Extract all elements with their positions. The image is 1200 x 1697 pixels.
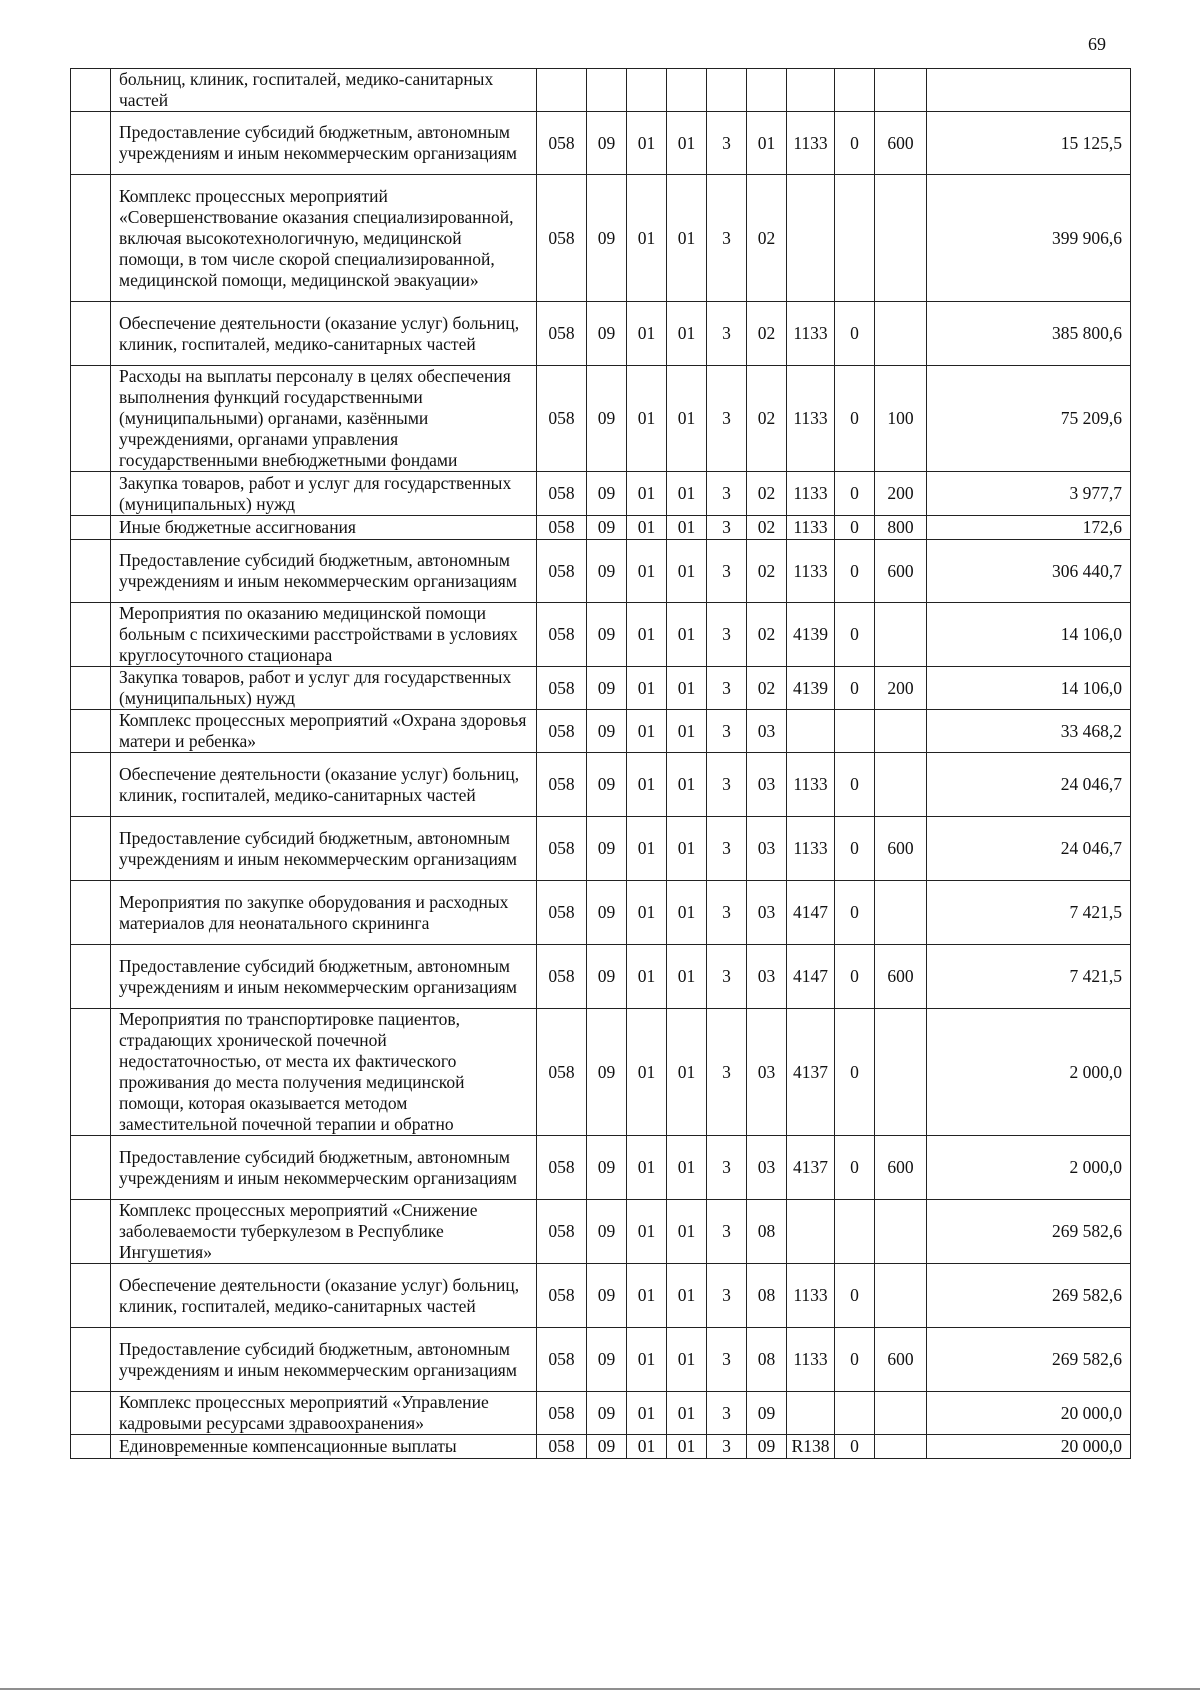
amount-cell: 172,6 [927,516,1131,540]
code-cell-rz: 09 [587,472,627,516]
amount-cell: 7 421,5 [927,945,1131,1009]
code-cell-om: 03 [747,817,787,881]
amount-cell: 269 582,6 [927,1328,1131,1392]
amount-cell: 15 125,5 [927,112,1131,175]
code-cell-om [747,69,787,112]
code-cell-nr: 4137 [787,1009,835,1136]
item-name-cell: Комплекс процессных мероприятий «Снижение заболеваемости туберкулезом в Республике Ингушетия» [111,1200,537,1264]
code-cell-ved: 058 [537,1200,587,1264]
code-cell-pgp: 3 [707,881,747,945]
amount-cell: 24 046,7 [927,817,1131,881]
code-cell-nr: 4137 [787,1136,835,1200]
page-number: 69 [1088,34,1106,54]
table-row [71,302,1131,366]
code-cell-pgp: 3 [707,1392,747,1435]
code-cell-ved: 058 [537,1435,587,1459]
code-cell-pgp: 3 [707,710,747,753]
code-cell-nr: 1133 [787,112,835,175]
code-cell-pgp: 3 [707,112,747,175]
code-cell-nr2: 0 [835,1435,875,1459]
code-cell-rz: 09 [587,112,627,175]
code-cell-gp: 01 [667,175,707,302]
item-name-cell: Обеспечение деятельности (оказание услуг) больниц, клиник, госпиталей, медико-санитарных частей [111,1264,537,1328]
code-cell-ved: 058 [537,1009,587,1136]
code-cell-gp: 01 [667,667,707,710]
code-cell-nr: 4147 [787,945,835,1009]
amount-cell: 20 000,0 [927,1435,1131,1459]
item-name-cell: Иные бюджетные ассигнования [111,516,537,540]
code-cell-nr: 1133 [787,817,835,881]
code-cell-om: 03 [747,881,787,945]
row-number-cell [71,1392,111,1435]
code-cell-rz: 09 [587,1009,627,1136]
code-cell-nr2: 0 [835,302,875,366]
amount-cell: 399 906,6 [927,175,1131,302]
code-cell-pgp: 3 [707,817,747,881]
code-cell-om: 03 [747,1136,787,1200]
amount-cell: 269 582,6 [927,1264,1131,1328]
code-cell-vr [875,1200,927,1264]
row-number-cell [71,112,111,175]
code-cell-ved: 058 [537,817,587,881]
amount-cell: 14 106,0 [927,667,1131,710]
code-cell-nr [787,1392,835,1435]
code-cell-nr [787,175,835,302]
code-cell-gp: 01 [667,472,707,516]
code-cell-nr2: 0 [835,540,875,603]
code-cell-nr2 [835,175,875,302]
code-cell-rz: 09 [587,516,627,540]
code-cell-nr2: 0 [835,472,875,516]
code-cell-gp: 01 [667,302,707,366]
item-name-cell: Расходы на выплаты персоналу в целях обеспечения выполнения функций государственными (муниципальными) органами, казёнными учреждениями, органами управления государственными внебюджетными фондами [111,366,537,472]
item-name-cell: Комплекс процессных мероприятий «Совершенствование оказания специализированной, включая высокотехнологичную, медицинской помощи, в том числе скорой специализированной, медицинской помощи, медицинской эвакуации» [111,175,537,302]
code-cell-rz: 09 [587,881,627,945]
code-cell-gp [667,69,707,112]
code-cell-vr [875,175,927,302]
table-row [71,472,1131,516]
amount-cell [927,69,1131,112]
code-cell-vr [875,881,927,945]
table-row [71,710,1131,753]
code-cell-om: 09 [747,1392,787,1435]
code-cell-ved: 058 [537,1136,587,1200]
table-row [71,881,1131,945]
code-cell-nr [787,69,835,112]
code-cell-pr: 01 [627,1328,667,1392]
code-cell-ved: 058 [537,175,587,302]
row-number-cell [71,1328,111,1392]
code-cell-pgp: 3 [707,1264,747,1328]
code-cell-nr: 1133 [787,1328,835,1392]
code-cell-om: 02 [747,302,787,366]
amount-cell: 269 582,6 [927,1200,1131,1264]
code-cell-pr [627,69,667,112]
code-cell-vr [875,1264,927,1328]
code-cell-pr: 01 [627,603,667,667]
code-cell-rz: 09 [587,1136,627,1200]
code-cell-nr2: 0 [835,366,875,472]
code-cell-om: 01 [747,112,787,175]
code-cell-vr: 600 [875,540,927,603]
code-cell-om: 03 [747,1009,787,1136]
code-cell-vr: 100 [875,366,927,472]
row-number-cell [71,302,111,366]
code-cell-ved: 058 [537,302,587,366]
code-cell-nr: 1133 [787,516,835,540]
table-row [71,69,1131,112]
item-name-cell: Закупка товаров, работ и услуг для государственных (муниципальных) нужд [111,667,537,710]
row-number-cell [71,366,111,472]
code-cell-pr: 01 [627,1200,667,1264]
code-cell-ved: 058 [537,945,587,1009]
item-name-cell: Мероприятия по оказанию медицинской помощи больным с психическими расстройствами в условиях круглосуточного стационара [111,603,537,667]
code-cell-nr2: 0 [835,753,875,817]
code-cell-om: 03 [747,710,787,753]
code-cell-rz: 09 [587,753,627,817]
code-cell-pr: 01 [627,1435,667,1459]
code-cell-pr: 01 [627,945,667,1009]
code-cell-vr [875,302,927,366]
code-cell-rz: 09 [587,667,627,710]
code-cell-vr: 200 [875,667,927,710]
code-cell-pr: 01 [627,710,667,753]
row-number-cell [71,603,111,667]
code-cell-ved: 058 [537,603,587,667]
item-name-cell: Мероприятия по закупке оборудования и расходных материалов для неонатального скрининга [111,881,537,945]
code-cell-rz: 09 [587,603,627,667]
code-cell-om: 02 [747,603,787,667]
table-row [71,603,1131,667]
row-number-cell [71,472,111,516]
row-number-cell [71,817,111,881]
code-cell-nr2: 0 [835,112,875,175]
row-number-cell [71,945,111,1009]
amount-cell: 7 421,5 [927,881,1131,945]
row-number-cell [71,516,111,540]
code-cell-vr: 600 [875,112,927,175]
item-name-cell: Предоставление субсидий бюджетным, автономным учреждениям и иным некоммерческим организациям [111,945,537,1009]
code-cell-nr2: 0 [835,1264,875,1328]
code-cell-pr: 01 [627,175,667,302]
code-cell-rz: 09 [587,1200,627,1264]
table-row [71,516,1131,540]
table-row [71,1009,1131,1136]
code-cell-gp: 01 [667,1009,707,1136]
code-cell-ved: 058 [537,472,587,516]
code-cell-rz: 09 [587,1264,627,1328]
code-cell-rz [587,69,627,112]
code-cell-vr: 200 [875,472,927,516]
item-name-cell: Обеспечение деятельности (оказание услуг) больниц, клиник, госпиталей, медико-санитарных частей [111,753,537,817]
code-cell-ved [537,69,587,112]
code-cell-nr: 1133 [787,540,835,603]
budget-table [70,68,1131,1459]
code-cell-ved: 058 [537,881,587,945]
code-cell-pgp: 3 [707,472,747,516]
code-cell-nr: 4139 [787,603,835,667]
table-row [71,1392,1131,1435]
code-cell-nr2: 0 [835,881,875,945]
code-cell-ved: 058 [537,1392,587,1435]
code-cell-nr2 [835,1392,875,1435]
item-name-cell: Предоставление субсидий бюджетным, автономным учреждениям и иным некоммерческим организациям [111,540,537,603]
item-name-cell: больниц, клиник, госпиталей, медико-санитарных частей [111,69,537,112]
row-number-cell [71,667,111,710]
code-cell-nr2: 0 [835,1009,875,1136]
code-cell-nr: 1133 [787,472,835,516]
code-cell-ved: 058 [537,516,587,540]
amount-cell: 306 440,7 [927,540,1131,603]
code-cell-om: 02 [747,472,787,516]
table-row [71,1136,1131,1200]
code-cell-vr [875,69,927,112]
amount-cell: 75 209,6 [927,366,1131,472]
code-cell-pgp: 3 [707,1200,747,1264]
code-cell-nr: 1133 [787,366,835,472]
code-cell-pgp: 3 [707,516,747,540]
code-cell-om: 08 [747,1200,787,1264]
code-cell-ved: 058 [537,710,587,753]
item-name-cell: Мероприятия по транспортировке пациентов, страдающих хронической почечной недостаточностью, от места их фактического проживания до места получения медицинской помощи, которая оказывается методом заместительной почечной терапии и обратно [111,1009,537,1136]
code-cell-nr: R138 [787,1435,835,1459]
code-cell-om: 08 [747,1328,787,1392]
table-row [71,945,1131,1009]
amount-cell: 385 800,6 [927,302,1131,366]
code-cell-vr [875,1392,927,1435]
code-cell-pr: 01 [627,516,667,540]
table-row [71,1264,1131,1328]
code-cell-ved: 058 [537,112,587,175]
row-number-cell [71,1435,111,1459]
code-cell-gp: 01 [667,817,707,881]
code-cell-nr2: 0 [835,945,875,1009]
code-cell-rz: 09 [587,945,627,1009]
code-cell-pgp [707,69,747,112]
code-cell-pgp: 3 [707,366,747,472]
code-cell-gp: 01 [667,881,707,945]
table-row [71,540,1131,603]
code-cell-pr: 01 [627,1009,667,1136]
code-cell-pgp: 3 [707,667,747,710]
code-cell-rz: 09 [587,175,627,302]
code-cell-rz: 09 [587,1392,627,1435]
code-cell-ved: 058 [537,366,587,472]
code-cell-om: 02 [747,175,787,302]
item-name-cell: Закупка товаров, работ и услуг для государственных (муниципальных) нужд [111,472,537,516]
code-cell-pr: 01 [627,302,667,366]
table-row [71,1328,1131,1392]
code-cell-vr [875,1435,927,1459]
code-cell-rz: 09 [587,1435,627,1459]
row-number-cell [71,69,111,112]
code-cell-om: 08 [747,1264,787,1328]
code-cell-nr2 [835,69,875,112]
code-cell-ved: 058 [537,1264,587,1328]
code-cell-rz: 09 [587,817,627,881]
row-number-cell [71,540,111,603]
code-cell-vr [875,1009,927,1136]
code-cell-pgp: 3 [707,1435,747,1459]
table-row [71,753,1131,817]
row-number-cell [71,175,111,302]
code-cell-nr [787,1200,835,1264]
code-cell-gp: 01 [667,540,707,603]
item-name-cell: Комплекс процессных мероприятий «Управление кадровыми ресурсами здравоохранения» [111,1392,537,1435]
code-cell-nr2 [835,1200,875,1264]
code-cell-nr2: 0 [835,1136,875,1200]
code-cell-gp: 01 [667,1328,707,1392]
code-cell-om: 03 [747,753,787,817]
row-number-cell [71,1264,111,1328]
amount-cell: 20 000,0 [927,1392,1131,1435]
code-cell-nr: 4139 [787,667,835,710]
code-cell-vr: 600 [875,817,927,881]
code-cell-pr: 01 [627,1136,667,1200]
code-cell-gp: 01 [667,1435,707,1459]
amount-cell: 24 046,7 [927,753,1131,817]
code-cell-nr2: 0 [835,817,875,881]
row-number-cell [71,881,111,945]
scan-edge-line [0,1688,1200,1690]
code-cell-gp: 01 [667,112,707,175]
row-number-cell [71,710,111,753]
code-cell-nr [787,710,835,753]
table-row [71,366,1131,472]
code-cell-pr: 01 [627,881,667,945]
code-cell-pgp: 3 [707,753,747,817]
code-cell-pgp: 3 [707,302,747,366]
code-cell-om: 02 [747,516,787,540]
code-cell-nr: 4147 [787,881,835,945]
item-name-cell: Обеспечение деятельности (оказание услуг) больниц, клиник, госпиталей, медико-санитарных частей [111,302,537,366]
code-cell-pr: 01 [627,540,667,603]
code-cell-pr: 01 [627,1392,667,1435]
code-cell-pr: 01 [627,817,667,881]
code-cell-pgp: 3 [707,603,747,667]
code-cell-pgp: 3 [707,540,747,603]
code-cell-pr: 01 [627,366,667,472]
code-cell-rz: 09 [587,302,627,366]
code-cell-ved: 058 [537,667,587,710]
code-cell-gp: 01 [667,710,707,753]
code-cell-rz: 09 [587,1328,627,1392]
code-cell-pr: 01 [627,112,667,175]
code-cell-rz: 09 [587,540,627,603]
code-cell-vr: 600 [875,1328,927,1392]
code-cell-gp: 01 [667,603,707,667]
code-cell-pgp: 3 [707,1136,747,1200]
item-name-cell: Предоставление субсидий бюджетным, автономным учреждениям и иным некоммерческим организациям [111,1328,537,1392]
amount-cell: 2 000,0 [927,1136,1131,1200]
code-cell-nr: 1133 [787,753,835,817]
code-cell-gp: 01 [667,1264,707,1328]
amount-cell: 3 977,7 [927,472,1131,516]
item-name-cell: Единовременные компенсационные выплаты [111,1435,537,1459]
row-number-cell [71,1200,111,1264]
item-name-cell: Предоставление субсидий бюджетным, автономным учреждениям и иным некоммерческим организациям [111,1136,537,1200]
code-cell-gp: 01 [667,945,707,1009]
table-row [71,112,1131,175]
code-cell-nr: 1133 [787,1264,835,1328]
code-cell-gp: 01 [667,366,707,472]
table-body [71,69,1131,1459]
code-cell-nr2: 0 [835,1328,875,1392]
code-cell-pgp: 3 [707,1009,747,1136]
row-number-cell [71,753,111,817]
code-cell-gp: 01 [667,1392,707,1435]
code-cell-om: 02 [747,540,787,603]
code-cell-pgp: 3 [707,945,747,1009]
code-cell-vr: 800 [875,516,927,540]
code-cell-ved: 058 [537,753,587,817]
code-cell-ved: 058 [537,1328,587,1392]
code-cell-pr: 01 [627,472,667,516]
table-row [71,667,1131,710]
code-cell-gp: 01 [667,516,707,540]
item-name-cell: Комплекс процессных мероприятий «Охрана здоровья матери и ребенка» [111,710,537,753]
code-cell-nr2 [835,710,875,753]
code-cell-pgp: 3 [707,1328,747,1392]
code-cell-vr [875,603,927,667]
code-cell-pr: 01 [627,753,667,817]
row-number-cell [71,1136,111,1200]
code-cell-pgp: 3 [707,175,747,302]
table-row [71,1435,1131,1459]
code-cell-rz: 09 [587,710,627,753]
code-cell-nr2: 0 [835,603,875,667]
code-cell-pr: 01 [627,1264,667,1328]
table-row [71,175,1131,302]
code-cell-om: 09 [747,1435,787,1459]
code-cell-ved: 058 [537,540,587,603]
code-cell-gp: 01 [667,1136,707,1200]
code-cell-om: 03 [747,945,787,1009]
table-row [71,1200,1131,1264]
item-name-cell: Предоставление субсидий бюджетным, автономным учреждениям и иным некоммерческим организациям [111,817,537,881]
code-cell-rz: 09 [587,366,627,472]
code-cell-nr: 1133 [787,302,835,366]
row-number-cell [71,1009,111,1136]
code-cell-om: 02 [747,366,787,472]
amount-cell: 2 000,0 [927,1009,1131,1136]
amount-cell: 14 106,0 [927,603,1131,667]
code-cell-gp: 01 [667,1200,707,1264]
code-cell-nr2: 0 [835,667,875,710]
code-cell-vr: 600 [875,945,927,1009]
code-cell-om: 02 [747,667,787,710]
code-cell-gp: 01 [667,753,707,817]
table-row [71,817,1131,881]
amount-cell: 33 468,2 [927,710,1131,753]
code-cell-vr [875,710,927,753]
code-cell-vr [875,753,927,817]
code-cell-nr2: 0 [835,516,875,540]
code-cell-vr: 600 [875,1136,927,1200]
code-cell-pr: 01 [627,667,667,710]
item-name-cell: Предоставление субсидий бюджетным, автономным учреждениям и иным некоммерческим организациям [111,112,537,175]
